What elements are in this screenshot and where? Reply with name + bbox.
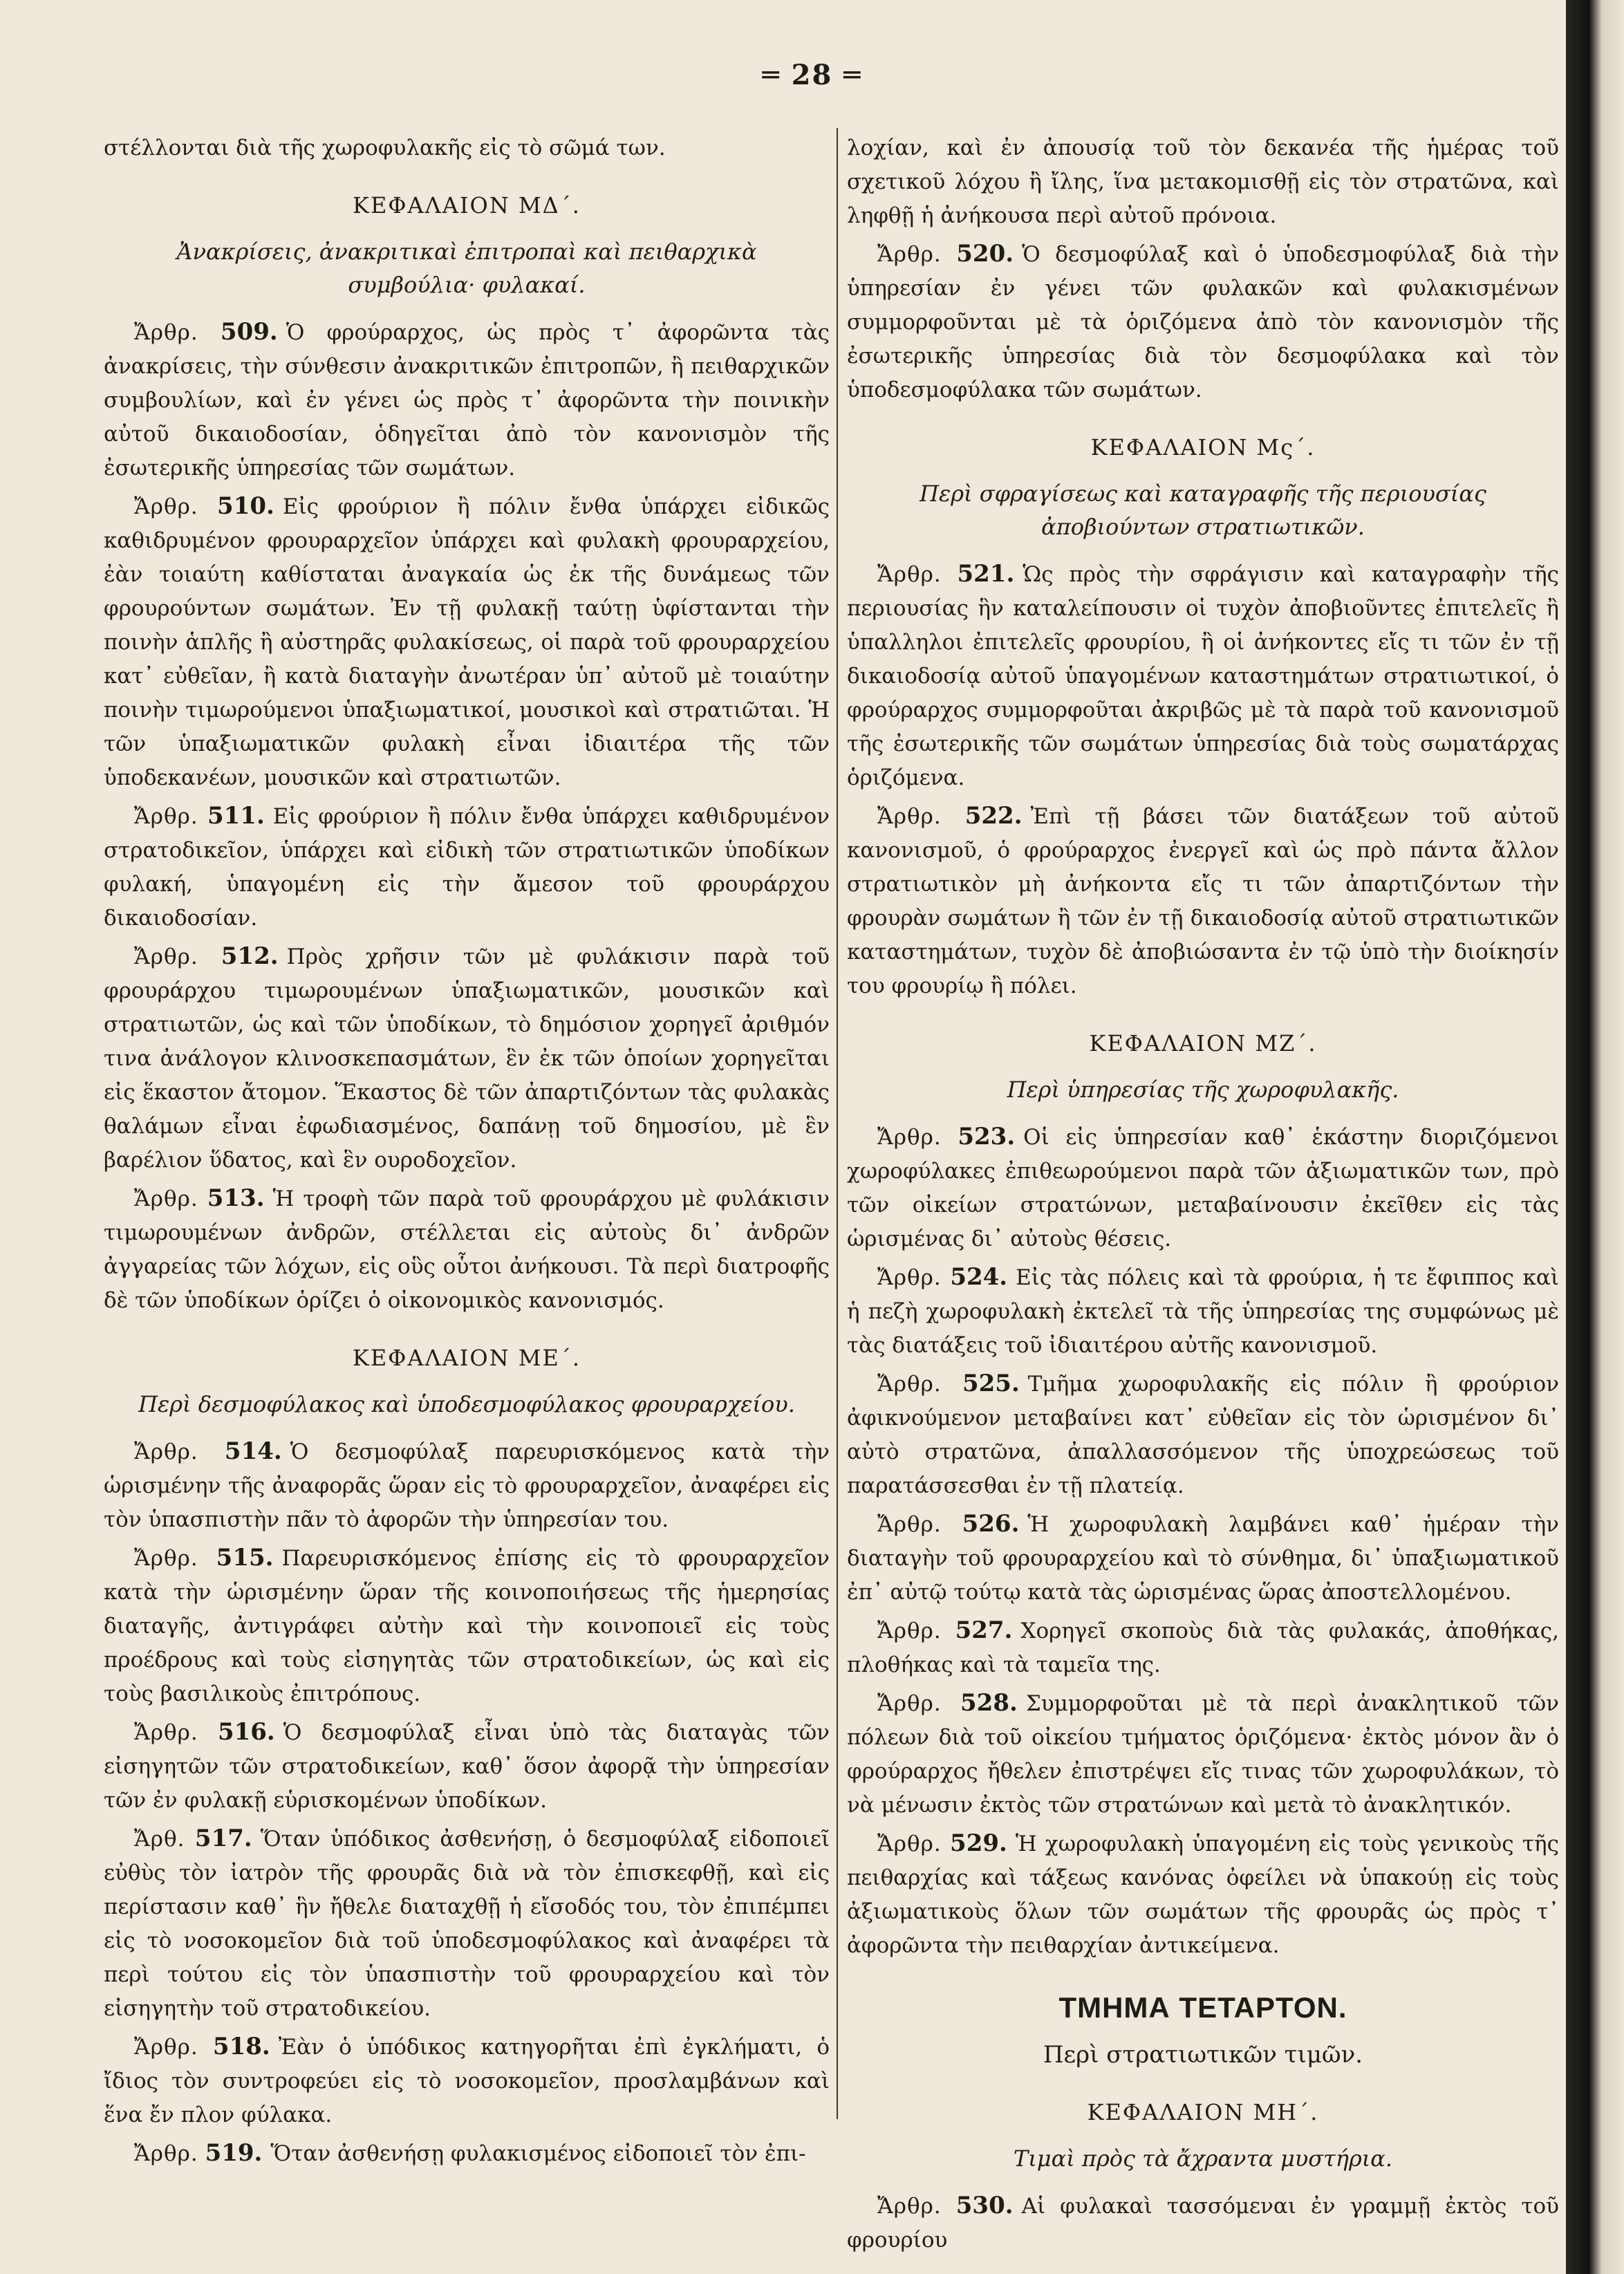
- chapter-heading: ΚΕΦΑΛΑΙΟΝ ΜΖ΄.: [1089, 1030, 1317, 1056]
- article-label: Ἄρθρ.: [877, 1372, 942, 1397]
- article-label: Ἄρθρ.: [877, 804, 942, 829]
- article-paragraph: [847, 1507, 1559, 1610]
- article-text: Ἐπὶ τῇ βάσει τῶν διατάξεων τοῦ αὐτοῦ κανονισμοῦ, ὁ φρούραρχος ἐνεργεῖ καὶ ὡς πρὸ πάντα ἄλλον στρατιωτικὸν μὴ ἀνήκοντα εἴς τι τῶν ἀπαρτιζόντων τὴν φρουρὰν σωμάτων ἢ τῶν ἐν τῇ δικαιοδοσίᾳ αὐτοῦ στρατιωτικῶν καταστημάτων, τυχὸν δὲ ἀποβιώσαντα ἐν τῷ ὑπὸ τὴν διοίκησίν του φρουρίῳ ἢ πόλει.: [847, 804, 1559, 998]
- chapter-heading: ΚΕΦΑΛΑΙΟΝ ΜΕ΄.: [352, 1345, 581, 1371]
- article-paragraph: [104, 799, 830, 935]
- article-label: Ἄρθρ.: [134, 804, 198, 829]
- article-number: 521.: [957, 560, 1015, 588]
- article-paragraph: [847, 799, 1559, 1003]
- page-number-value: 28: [791, 59, 833, 91]
- article-paragraph: [104, 490, 830, 795]
- article-number: 517.: [194, 1825, 252, 1852]
- article-text: Ὅταν ἀσθενήσῃ φυλακισμένος εἰδοποιεῖ τὸν ἐπι-: [270, 2141, 806, 2166]
- chapter-heading: ΚΕΦΑΛΑΙΟΝ ΜΗ΄.: [1087, 2099, 1319, 2125]
- article-text: Συμμορφοῦται μὲ τὰ περὶ ἀνακλητικοῦ τῶν πόλεων διὰ τοῦ οἰκείου τμήματος ὁριζόμενα· ἐκτὸς μόνον ἂν ὁ φρούραρχος ἤθελεν ἐπιστρέψει εἴς τινας τῶν χωροφυλάκων, τὸ νὰ μένωσιν ἐκτὸς τῶν στρατώνων καὶ μετὰ τὸ ἀνακλητικόν.: [847, 1691, 1560, 1818]
- chapter-subtitle: Περὶ ὑπηρεσίας τῆς χωροφυλακῆς.: [1007, 1077, 1399, 1103]
- article-text: Παρευρισκόμενος ἐπίσης εἰς τὸ φρουραρχεῖον κατὰ τὴν ὡρισμένην ὥραν τῆς κοινοποιήσεως τῆς ἡμερησίας διαταγῆς, ἀντιγράφει αὐτὴν καὶ τὴν κοινοποιεῖ εἰς τοὺς προέδρους καὶ τοὺς εἰσηγητὰς τῶν στρατοδικείων, ὡς καὶ εἰς τοὺς βασιλικοὺς ἐπιτρόπους.: [104, 1546, 830, 1706]
- page-number: ═ 28 ═: [762, 59, 862, 91]
- article-number: 509.: [220, 318, 278, 346]
- article-text: Οἱ εἰς ὑπηρεσίαν καθ᾽ ἑκάστην διοριζόμενοι χωροφύλακες ἐπιθεωρούμενοι παρὰ τῶν ἀξιωματικῶν των, πρὸ τῶν οἰκείων στρατώνων, μεταβαίνουσιν ἐκεῖθεν εἰς τὰς ὡρισμένας δι᾽ αὐτοὺς θέσεις.: [847, 1125, 1559, 1251]
- article-paragraph: [104, 1182, 830, 1318]
- continuation-text: λοχίαν, καὶ ἐν ἀπουσίᾳ τοῦ τὸν δεκανέα τῆς ἡμέρας τοῦ σχετικοῦ λόχου ἢ ἴλης, ἵνα μετακομισθῇ εἰς τὸν στρατῶνα, καὶ ληφθῇ ἡ ἀνήκουσα περὶ αὐτοῦ πρόνοια.: [847, 136, 1559, 228]
- article-label: Ἄρθ.: [134, 1827, 185, 1852]
- article-number: 523.: [958, 1123, 1016, 1150]
- article-text: Ὡς πρὸς τὴν σφράγισιν καὶ καταγραφὴν τῆς περιουσίας ἣν καταλείπουσιν οἱ τυχὸν ἀποβιοῦντες ἐπιτελεῖς ἢ ὑπαλληλοι ἐπιτελεῖς φρουρίου, ἢ οἱ ἀνήκοντες εἴς τι τῶν ἐν τῇ δικαιοδοσίᾳ αὐτοῦ ὑπαγομένων καταστημάτων στρατιωτικοί, ὁ φρούραρχος συμμορφοῦται ἀκριβῶς μὲ τὰ παρὰ τοῦ κανονισμοῦ τῆς ἐσωτερικῆς τῶν σωμάτων ὑπηρεσίας διὰ τοὺς σωματάρχας ὁριζόμενα.: [847, 562, 1559, 790]
- article-number: 518.: [212, 2033, 270, 2060]
- book-binding-edge: [1566, 0, 1624, 2274]
- article-text: Εἰς φρούριον ἢ πόλιν ἔνθα ὑπάρχει εἰδικῶς καθιδρυμένον φρουραρχεῖον ὑπάρχει καὶ φυλακὴ φρουραρχείου, ἐὰν τοιαύτη καθίσταται ἀναγκαία ὡς ἐκ τῆς δυνάμεως τῶν φρουρούντων σωμάτων. Ἐν τῇ φυλακῇ ταύτῃ ὑφίστανται τὴν ποινὴν ἁπλῆς ἢ αὐστηρᾶς φυλακίσεως, οἱ παρὰ τοῦ φρουραρχείου κατ᾽ εὐθεῖαν, ἢ κατὰ διαταγὴν ἀνωτέραν ὑπ᾽ αὐτοῦ μὲ τοιαύτην ποινὴν τιμωρούμενοι ὑπαξιωματικοί, μουσικοὶ καὶ στρατιῶται. Ἡ τῶν ὑπαξιωματικῶν φυλακὴ εἶναι ἰδιαιτέρα τῆς τῶν ὑποδεκανέων, μουσικῶν καὶ στρατιωτῶν.: [104, 494, 830, 790]
- article-number: 530.: [955, 2192, 1014, 2219]
- article-number: 525.: [962, 1370, 1020, 1397]
- article-paragraph: [847, 1120, 1559, 1256]
- chapter-subtitle: Τιμαὶ πρὸς τὰ ἄχραντα μυστήρια.: [1013, 2145, 1393, 2172]
- article-label: Ἄρθρ.: [877, 1125, 942, 1150]
- article-text: Ὁ δεσμοφύλαξ εἶναι ὑπὸ τὰς διαταγὰς τῶν εἰσηγητῶν τῶν στρατοδικείων, καθ᾽ ὅσον ἀφορᾷ τὴν ὑπηρεσίαν τῶν ἐν φυλακῇ εὑρισκομένων ὑποδίκων.: [104, 1720, 830, 1813]
- article-label: Ἄρθρ.: [134, 1546, 198, 1571]
- article-number: 524.: [950, 1263, 1008, 1291]
- article-label: Ἄρθρ.: [134, 2035, 198, 2060]
- article-label: Ἄρθρ.: [134, 494, 198, 519]
- article-number: 520.: [956, 240, 1014, 268]
- right-column: [847, 131, 1559, 2262]
- article-paragraph: [104, 1822, 830, 2026]
- article-number: 528.: [960, 1689, 1018, 1717]
- section-subtitle: Περὶ στρατιωτικῶν τιμῶν.: [1043, 2041, 1363, 2069]
- article-label: Ἄρθρ.: [134, 320, 198, 345]
- section-heading: ΤΜΗΜΑ ΤΕΤΑΡΤΟΝ.: [1058, 1991, 1347, 2024]
- article-label: Ἄρθρ.: [877, 1832, 942, 1856]
- article-label: Ἄρθρ.: [134, 2141, 198, 2166]
- article-text: Πρὸς χρῆσιν τῶν μὲ φυλάκισιν παρὰ τοῦ φρουράρχου τιμωρουμένων ὑπαξιωματικῶν, μουσικῶν καὶ στρατιωτῶν, ὡς καὶ τῶν ὑποδίκων, τὸ δημόσιον χορηγεῖ ἀριθμόν τινα ἀνάλογον κλινοσκεπασμάτων, ἓν ἐκ τῶν ὁποίων χορηγεῖται εἰς ἕκαστον ἄτομον. Ἕκαστος δὲ τῶν ἀπαρτιζόντων τὰς φυλακὰς θαλάμων εἶναι ἐφωδιασμένος, δαπάνῃ τοῦ δημοσίου, μὲ ἓν βαρέλιον ὕδατος, καὶ ἓν ουροδοχεῖον.: [104, 944, 830, 1173]
- article-text: Ἡ χωροφυλακὴ λαμβάνει καθ᾽ ἡμέραν τὴν διαταγὴν τοῦ φρουραρχείου καὶ τὸ σύνθημα, δι᾽ ὑπαξιωματικοῦ ἐπ᾽ αὐτῷ τούτῳ κατὰ τὰς ὡρισμένας ὥρας ἀποστελλομένου.: [847, 1512, 1559, 1605]
- article-paragraph: [104, 1715, 830, 1818]
- article-paragraph: [104, 1435, 830, 1537]
- column-divider: [837, 128, 838, 2119]
- chapter-subtitle: Περὶ δεσμοφύλακος καὶ ὑποδεσμοφύλακος φρουραρχείου.: [138, 1391, 795, 1417]
- article-number: 527.: [955, 1616, 1013, 1644]
- article-label: Ἄρθρ.: [134, 944, 198, 969]
- article-paragraph: [847, 557, 1559, 795]
- article-label: Ἄρθρ.: [877, 1512, 942, 1537]
- article-number: 510.: [217, 492, 274, 520]
- chapter-subtitle: Ἀνακρίσεις, ἀνακριτικαὶ ἐπιτροπαὶ καὶ πειθαρχικὰ συμβούλια· φυλακαί.: [176, 239, 757, 298]
- article-label: Ἄρθρ.: [877, 1619, 942, 1643]
- article-text: Ὁ φρούραρχος, ὡς πρὸς τ᾽ ἀφορῶντα τὰς ἀνακρίσεις, τὴν σύνθεσιν ἀνακριτικῶν ἐπιτροπῶν, ἢ πειθαρχικῶν συμβουλίων, καὶ ἐν γένει ὡς πρὸς τ᾽ ἀφορῶντα τὴν ποινικὴν αὐτοῦ δικαιοδοσίαν, ὁδηγεῖται ἀπὸ τὸν κανονισμὸν τῆς ἐσωτερικῆς ὑπηρεσίας τῶν σωμάτων.: [104, 320, 830, 481]
- article-text: Ὅταν ὑπόδικος ἀσθενήσῃ, ὁ δεσμοφύλαξ εἰδοποιεῖ εὐθὺς τὸν ἰατρὸν τῆς φρουρᾶς διὰ νὰ τὸν ἐπισκεφθῇ, καὶ εἰς περίστασιν καθ᾽ ἣν ἤθελε διαταχθῇ ἡ εἴσοδός του, τὸν ἐπιπέμπει εἰς τὸ νοσοκομεῖον διὰ τοῦ ὑποδεσμοφύλακος καὶ ἀναφέρει τὰ περὶ τούτου εἰς τὸν ὑπασπιστὴν τοῦ φρουραρχείου καὶ τὸν εἰσηγητὴν τοῦ στρατοδικείου.: [104, 1827, 830, 2021]
- article-paragraph: [104, 315, 830, 485]
- article-paragraph: [104, 2030, 830, 2132]
- article-paragraph: [847, 1614, 1559, 1682]
- article-paragraph: [104, 1541, 830, 1711]
- chapter-heading: ΚΕΦΑΛΑΙΟΝ Μς΄.: [1090, 434, 1316, 460]
- article-paragraph: [104, 940, 830, 1177]
- article-label: Ἄρθρ.: [877, 562, 942, 587]
- article-text: Τμῆμα χωροφυλακῆς εἰς πόλιν ἢ φρούριον ἀφικνούμενον μεταβαίνει κατ᾽ εὐθεῖαν εἰς τὸν ὡρισμένον δι᾽ αὐτὸ στρατῶνα, ἀπαλλασσόμενον τῆς ὑποχρεώσεως τοῦ παρατάσσεσθαι ἐν τῇ πλατείᾳ.: [847, 1372, 1559, 1498]
- article-paragraph: [847, 1686, 1559, 1823]
- article-number: 511.: [207, 802, 265, 830]
- article-number: 529.: [950, 1829, 1007, 1857]
- article-text: Χορηγεῖ σκοποὺς διὰ τὰς φυλακάς, ἀποθήκας, πλοθήκας καὶ τὰ ταμεῖα της.: [847, 1619, 1559, 1677]
- article-label: Ἄρθρ.: [877, 2194, 942, 2219]
- article-number: 526.: [962, 1510, 1020, 1538]
- article-paragraph: [847, 237, 1559, 407]
- article-paragraph: [847, 1260, 1559, 1363]
- article-number: 519.: [205, 2139, 263, 2167]
- article-paragraph: [847, 2189, 1559, 2257]
- chapter-subtitle: Περὶ σφραγίσεως καὶ καταγραφῆς τῆς περιουσίας ἀποβιούντων στρατιωτικῶν.: [920, 481, 1486, 540]
- article-text: Ἐὰν ὁ ὑπόδικος κατηγορῆται ἐπὶ ἐγκλήματι, ὁ ἴδιος τὸν συντροφεύει εἰς τὸ νοσοκομεῖον, προσλαμβάνων καὶ ἕνα ἔν πλον φύλακα.: [104, 2035, 830, 2127]
- article-label: Ἄρθρ.: [877, 1691, 942, 1716]
- article-paragraph: [847, 1827, 1559, 1963]
- article-text: Εἰς τὰς πόλεις καὶ τὰ φρούρια, ἡ τε ἔφιππος καὶ ἡ πεζὴ χωροφυλακὴ ἐκτελεῖ τὰ τῆς ὑπηρεσίας της συμφώνως μὲ τὰς διατάξεις τοῦ ἰδιαιτέρου αὐτῆς κανονισμοῦ.: [847, 1265, 1559, 1358]
- article-text: Εἰς φρούριον ἢ πόλιν ἔνθα ὑπάρχει καθιδρυμένον στρατοδικεῖον, ὑπάρχει καὶ εἰδικὴ τῶν στρατιωτικῶν ὑποδίκων φυλακή, ὑπαγομένη εἰς τὴν ἄμεσον τοῦ φρουράρχου δικαιοδοσίαν.: [104, 804, 830, 931]
- article-paragraph: [104, 2136, 830, 2171]
- article-number: 515.: [216, 1544, 274, 1572]
- article-label: Ἄρθρ.: [134, 1186, 198, 1211]
- article-label: Ἄρθρ.: [134, 1720, 198, 1745]
- article-paragraph: [847, 1367, 1559, 1503]
- article-number: 512.: [221, 942, 279, 970]
- article-number: 513.: [207, 1184, 265, 1212]
- article-number: 516.: [217, 1718, 275, 1746]
- article-number: 522.: [964, 802, 1023, 830]
- article-label: Ἄρθρ.: [134, 1439, 198, 1464]
- continuation-text: στέλλονται διὰ τῆς χωροφυλακῆς εἰς τὸ σῶμά των.: [104, 136, 666, 160]
- left-column: [104, 131, 830, 2175]
- article-text: Ὁ δεσμοφύλαξ καὶ ὁ ὑποδεσμοφύλαξ διὰ τὴν ὑπηρεσίαν ἐν γένει τῶν φυλακῶν καὶ φυλακισμένων συμμορφοῦνται μὲ τὰ ὁριζόμενα ἀπὸ τὸν κανονισμὸν τῆς ἐσωτερικῆς ὑπηρεσίας διὰ τὸν δεσμοφύλακα καὶ τὸν ὑποδεσμοφύλακα τῶν σωμάτων.: [847, 242, 1559, 402]
- article-number: 514.: [224, 1437, 282, 1465]
- article-label: Ἄρθρ.: [877, 242, 942, 267]
- article-text: Αἱ φυλακαὶ τασσόμεναι ἐν γραμμῇ ἐκτὸς τοῦ φρουρίου: [847, 2194, 1560, 2253]
- article-label: Ἄρθρ.: [877, 1265, 942, 1290]
- article-text: Ἡ τροφὴ τῶν παρὰ τοῦ φρουράρχου μὲ φυλάκισιν τιμωρουμένων ἀνδρῶν, στέλλεται εἰς αὐτοὺς δι᾽ ἀνδρῶν ἀγγαρείας τῶν λόχων, εἰς οὓς οὗτοι ἀνήκουσι. Τὰ περὶ διατροφῆς δὲ τῶν ὑποδίκων ὁρίζει ὁ οἰκονομικὸς κανονισμός.: [104, 1186, 830, 1313]
- chapter-heading: ΚΕΦΑΛΑΙΟΝ ΜΔ΄.: [353, 192, 581, 218]
- article-text: Ὁ δεσμοφύλαξ παρευρισκόμενος κατὰ τὴν ὡρισμένην τῆς ἀναφορᾶς ὥραν εἰς τὸ φρουραρχεῖον, ἀναφέρει εἰς τὸν ὑπασπιστὴν πᾶν τὸ ἀφορῶν τὴν ὑπηρεσίαν του.: [104, 1439, 830, 1532]
- article-text: Ἡ χωροφυλακὴ ὑπαγομένη εἰς τοὺς γενικοὺς τῆς πειθαρχίας καὶ τάξεως κανόνας ὀφείλει νὰ ὑπακούῃ εἰς τοὺς ἀξιωματικοὺς ὅλων τῶν σωμάτων τῆς φρουρᾶς ὡς πρὸς τ᾽ ἀφορῶντα τὴν πειθαρχίαν ἀντικείμενα.: [847, 1832, 1559, 1958]
